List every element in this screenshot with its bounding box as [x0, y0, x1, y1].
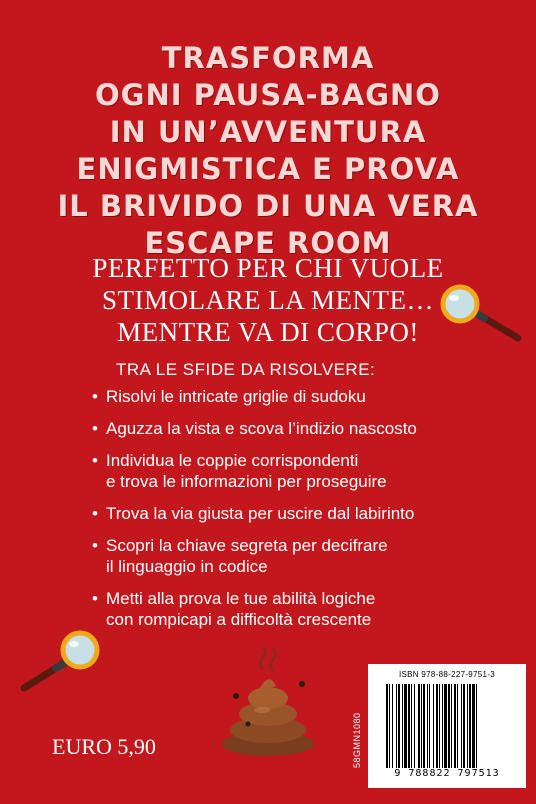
subheading-line: PERFETTO PER CHI VUOLE	[92, 253, 444, 283]
barcode-bar	[454, 684, 456, 768]
bullet: •	[92, 419, 98, 438]
barcode-bar	[392, 684, 393, 768]
headline-line: TRASFORMA	[161, 41, 375, 75]
isbn-label: ISBN 978-88-227-9751-3	[399, 670, 495, 679]
bullet: •	[92, 504, 98, 523]
list-item	[92, 418, 512, 439]
subheading-line: MENTRE VA DI CORPO!	[117, 317, 419, 347]
barcode-bar	[436, 684, 438, 768]
bullet: •	[92, 387, 98, 406]
barcode-bar	[414, 684, 415, 768]
barcode-bar	[418, 684, 420, 768]
barcode-bar	[429, 684, 430, 768]
list-item-text: e trova le informazioni per proseguire	[106, 472, 387, 491]
barcode-bar	[442, 684, 443, 768]
list-item	[92, 588, 512, 630]
barcode-bar	[461, 684, 462, 768]
challenges-title: TRA LE SFIDE DA RISOLVERE:	[116, 360, 376, 379]
price: EURO 5,90	[52, 734, 156, 759]
barcode-panel	[368, 664, 526, 788]
barcode-bar	[427, 684, 428, 768]
list-item	[92, 535, 512, 577]
barcode-bar	[439, 684, 440, 768]
barcode-bar	[472, 684, 475, 768]
barcode-bar	[386, 684, 388, 768]
barcode-bar	[411, 684, 412, 768]
barcode-bar	[444, 684, 447, 768]
list-item-text: Individua le coppie corrispondenti	[106, 451, 359, 470]
barcode-icon	[386, 684, 508, 768]
magnifying-glass-icon	[16, 628, 100, 694]
barcode-bar	[404, 684, 407, 768]
list-item-text: il linguaggio in codice	[106, 557, 268, 576]
barcode-bar	[433, 684, 434, 768]
list-item-text: Scopri la chiave segreta per decifrare	[106, 536, 388, 555]
barcode-digits: 9 788822 797513	[394, 768, 500, 779]
subheading-line: STIMOLARE LA MENTE…	[102, 285, 434, 315]
bullet: •	[92, 536, 98, 555]
barcode-bar	[463, 684, 465, 768]
barcode-bar	[396, 684, 397, 768]
barcode-bar	[408, 684, 410, 768]
challenges-list	[92, 386, 512, 641]
list-item-text: Aguzza la vista e scova l’indizio nascosto	[106, 419, 417, 438]
product-code: 58GMN1080	[352, 712, 362, 768]
headline-line: IN UN’AVVENTURA	[109, 115, 427, 149]
headline-line: IL BRIVIDO DI UNA VERA	[57, 189, 479, 223]
list-item	[92, 450, 512, 492]
barcode-bar	[402, 684, 403, 768]
list-item-text: Metti alla prova le tue abilità logiche	[106, 589, 376, 608]
barcode-bar	[389, 684, 390, 768]
barcode-bar	[457, 684, 458, 768]
list-item-text: con rompicapi a difficoltà crescente	[106, 610, 372, 629]
headline	[0, 40, 536, 262]
barcode-bar	[421, 684, 422, 768]
headline-line: ESCAPE ROOM	[144, 226, 392, 260]
barcode-bar	[469, 684, 471, 768]
barcode-bar	[398, 684, 400, 768]
barcode-bar	[467, 684, 468, 768]
magnifying-glass-icon	[440, 282, 524, 344]
barcode-bar	[476, 684, 477, 768]
bullet: •	[92, 589, 98, 608]
list-item-text: Trova la via giusta per uscire dal labirinto	[106, 504, 415, 523]
barcode-bar	[451, 684, 452, 768]
list-item	[92, 503, 512, 524]
barcode-bar	[423, 684, 425, 768]
headline-line: OGNI PAUSA-BAGNO	[95, 78, 441, 112]
barcode-bar	[448, 684, 450, 768]
poop-icon	[218, 640, 318, 760]
list-item-text: Risolvi le intricate griglie di sudoku	[106, 387, 366, 406]
list-item	[92, 386, 512, 407]
headline-line: ENIGMISTICA E PROVA	[76, 152, 460, 186]
bullet: •	[92, 451, 98, 470]
